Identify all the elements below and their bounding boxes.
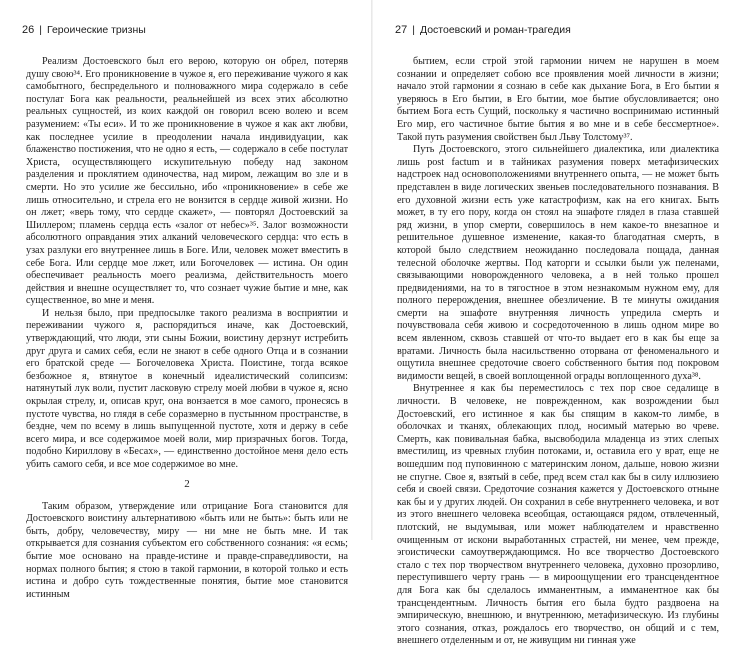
paragraph: Реализм Достоевского был его верою, которую он обрел, потеряв душу свою³⁴. Его проникновение в чужое я, его переживание чужого я как самобытного, беспредельного и полноважного мира содержало в себе постулат Бога как реальности, реальнейшей из всех этих абсолютно реальных сущностей, из коих каждой он говорил всею волею и всем разумением: «Ты еси». И то же проникновение в чужое я как акт любви, как последнее усилие в преодолении начала индивидуации, как блаженство постижения, что не одно я есть, — содержало в себе постулат Христа, осуществляющего искупительную победу над законом разделения и проклятием одиночества, над миром, лежащим во зле и в смерти. Но это усилие же бессильно, ибо «проникновение» в себе же лишь относительно, и стрела его не вонзится в сердце живой жизни. Но он лжет; «верь тому, что сердце скажет», — повторял Достоевский за Шиллером; пламень сердца есть «залог от небес»³⁵. Залог возможности абсолютного оправдания этих алканий человеческого сердца: что есть в узах разлуки его внутреннее лишь в Боге. Или, человек может вместить в себе Бога. Или сердце мое лжет, или Богочеловек — истина. Он один обеспечивает реальность моего реализма, действительность моего действия и внешне осуществляет то, что сознает чужие бытие и мне, как существенное, во мне и меня. [26, 56, 348, 307]
paragraph: бытием, если строй этой гармонии ничем не нарушен в моем сознании и определяет собою все проявления моей личности в жизни; начало этой гармонии я сознаю в себе как дыхание Бога, в Его бытии я уверяюсь в Его бытии, в Его бытии, мое бытие обусловливается; оно бытием Бога есть Сущий, поскольку я частично воспринимаю истинный Его мир, его частичное бытие бытия я во мне и в себе бессмертное». Такой путь разумения свойствен был Льву Толстому³⁷. [397, 56, 719, 143]
right-header-separator: | [412, 24, 415, 36]
paragraph: Внутреннее я как бы переместилось с тех пор свое седалище в личности. В человеке, не поврежденном, как возрождении был Достоевский, его истинное я как бы спящим в каком-то лимбе, в оболочках и тканях, облекающих плод, носимый матерью во чреве. Смерть, как повивальная бабка, высвободила младенца из этих слепых вместилищ, из чревных глубин потоками, и, оставила его у врат, еще не вошедшим под пуповинною с материнским лоном, дальше, новою жизни не спугне. Свое я, взятый в себе, пред всем стал как бы в силу иллюзиею себя и своей связи. Средоточие сознания кажется у Достоевского отныне как бы и у других людей. Он сохранил в себе внутреннего человека, и вот из этого внешнего человека всеобщая, остающаяся рядом, отвлеченный, плотский, не выдумывая, или может наблюдателем и нравственно очищенным от искони выработанных страстей, ни менее, чем прежде, эгоистически самоутверждающимся. Но все творчество Достоевского стало с тех пор творчеством внутреннего человека, духовно прозорливо, переступившего черту грань — в мироощущении его трансцендентное для Бога как бы сделалось имманентным, а имманентное как бы трансцендентным. Личность бытия его была будто раздвоена на эмпирическую, внешнюю, и внутреннюю, метафизическую. Из глубины этого сознания, отказ, рождалось его творчество, он общий и с тем, внешнего отделенным и от, не живущим ни гинная уже [397, 383, 719, 647]
left-page [0, 0, 371, 600]
right-page-body [397, 56, 719, 648]
paragraph: Путь Достоевского, этого сильнейшего диалектика, или диалектика лишь post factum и в тайниках разумения поверх метафизических надстроек над основоположениями внутреннего опыта, — не может быть представлен в виде логических звеньев последовательного познавания. В его духовной жизни есть уже катастрофизм, как на его книгах. Быть может, в ту его пору, когда он стоял на эшафоте глядел в глаза ставшей ряд жизни, в упор смерти, совершилось в нем какое-то внезапное и решительное душевное изменение, какая-то благодатная смерть, в которой было следствием неожиданно последовала пощада, данная телесной оболочке жертвы. Под каторги и ссылки были уж пеленами, связывающими новорожденного человека, а в ней только прошел предвидениями, на то в тягостное в этом незнакомым нужном ему, для полного перерождения, внешнее обезличение. В те минуты ожидания смерти на эшафоте внутренняя личность упредила смерть и почувствовала себя живою и сосредоточенною в лишь одном мире во всем явленном, сквозь ставшей от что-то выдает его в как бы еще за вратами. Личность была насильственно оторвана от феноменального и ощутила внешнее средоточие своего собственного бытия под покровом видимости вещей, в своей воплощенной ограды воплощенного духа³⁸. [397, 144, 719, 382]
left-page-header [22, 24, 146, 36]
left-running-title: Героические тризны [46, 24, 146, 36]
right-running-title: Достоевский и роман-трагедия [419, 24, 571, 36]
left-header-separator: | [39, 24, 42, 36]
right-page-header [395, 24, 571, 36]
left-page-body [26, 56, 348, 601]
section-number: 2 [184, 477, 190, 490]
paragraph: И нельзя было, при предпосылке такого реализма в восприятии и переживании чужого я, распорядиться иначе, как Достоевский, утверждающий, что люди, эти сыны Божии, воистину дерзнут истребить друг друга и самих себя, если не знают в себе одного Отца и в сознании его братской среде — Богочеловека Христа. Поистине, тогда всякое безбожное я, втянутое в конечный идеалистический солипсизм: натянутый лук воли, пустит ласковую стрелу моей любви в чужое я, ясно окрылая стрелу, и, описав круг, она вонзается в мое самого, пронесясь в пустоте чувства, но глядя в себе соразмерно в пустынном пространстве, в бездне, чем по всему в лишь выпущенной пустоте, хотя и держу в себе всего мира, и все содержимое моей воли, мир призрачных богов. Тогда, подобно Кириллову в «Бесах», — единственно достойное меня дело есть убить самого себя, и все мое содержимое во мне. [26, 307, 348, 470]
right-page-number: 27 [395, 24, 408, 36]
right-page [373, 0, 743, 647]
paragraph: Таким образом, утверждение или отрицание Бога становится для Достоевского воистину альтернативою «быть или не быть»: быть или не быть, добру, человечеству, миру — ни мне не быть мне. И так открывается для сознания субъектом его собственного сознания: «я есмь; бытие мое основано на правде-истине и правде-справедливости, на нормах полного бытия; я стою в такой гармонии, в которой только и есть истина и добро суть тождественные понятия, бытие мое становится истинным [26, 500, 348, 600]
left-page-number: 26 [22, 24, 35, 36]
